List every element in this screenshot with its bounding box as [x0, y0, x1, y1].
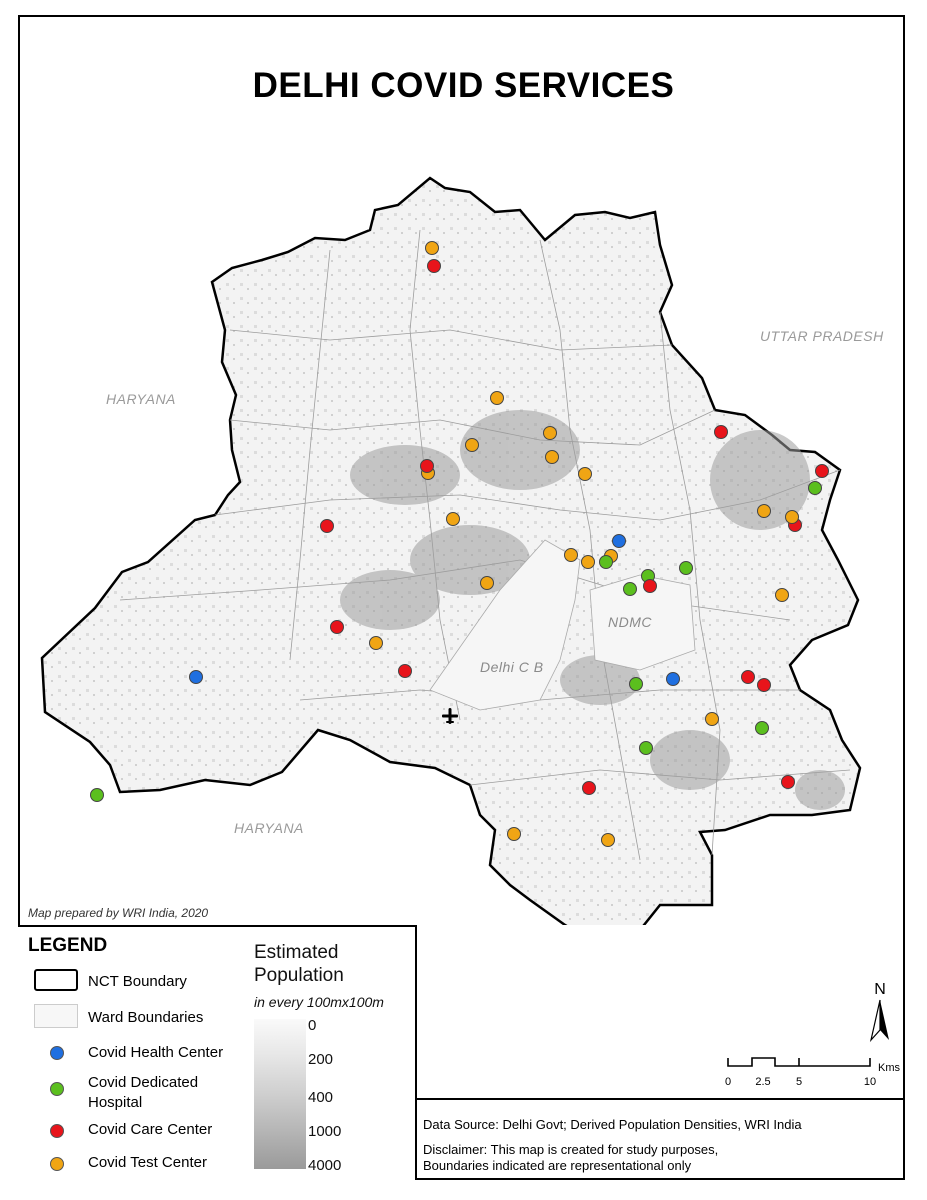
label-haryana-south: HARYANA [234, 820, 304, 836]
covid-dedicated-hospital-marker[interactable] [756, 722, 769, 735]
covid-test-center-marker[interactable] [466, 439, 479, 452]
ramp-tick-2: 400 [308, 1089, 334, 1106]
covid-test-center-marker[interactable] [546, 451, 559, 464]
data-source: Data Source: Delhi Govt; Derived Population Densities, WRI India [423, 1117, 802, 1132]
legend-panel [18, 925, 417, 1180]
covid-care-center-marker[interactable] [421, 460, 434, 473]
legend-title: LEGEND [28, 935, 108, 956]
covid-care-center-marker[interactable] [758, 679, 771, 692]
scale-tick-2: 5 [795, 1076, 803, 1088]
label-uttar-pradesh: UTTAR PRADESH [760, 328, 884, 344]
disclaimer-line1: Disclaimer: This map is created for study purposes, [423, 1142, 719, 1157]
covid-test-center-marker[interactable] [786, 511, 799, 524]
covid-dedicated-hospital-marker[interactable] [624, 583, 637, 596]
covid-dedicated-hospital-marker[interactable] [680, 562, 693, 575]
ward-boundary-swatch [34, 1004, 78, 1028]
dedicated-hospital-swatch [50, 1082, 64, 1096]
population-ramp [254, 1019, 306, 1169]
covid-care-center-marker[interactable] [782, 776, 795, 789]
label-ndmc: NDMC [608, 614, 652, 630]
label-haryana-west: HARYANA [106, 391, 176, 407]
scale-tick-0: 0 [724, 1076, 732, 1088]
population-title-line1: Estimated [254, 942, 339, 963]
ramp-tick-3: 1000 [308, 1123, 342, 1140]
covid-health-center-marker[interactable] [667, 673, 680, 686]
population-title [254, 941, 344, 987]
ramp-tick-0: 0 [308, 1017, 317, 1034]
ramp-tick-1: 200 [308, 1051, 334, 1068]
nct-boundary-label: NCT Boundary [88, 973, 187, 990]
covid-test-center-marker[interactable] [491, 392, 504, 405]
covid-dedicated-hospital-marker[interactable] [600, 556, 613, 569]
disclaimer-line2: Boundaries indicated are representational only [423, 1158, 692, 1173]
covid-health-center-marker[interactable] [190, 671, 203, 684]
covid-dedicated-hospital-marker[interactable] [630, 678, 643, 691]
covid-test-center-marker[interactable] [565, 549, 578, 562]
ramp-tick-4: 4000 [308, 1157, 342, 1174]
population-title-line2: Population [254, 965, 344, 986]
north-label: N [874, 981, 886, 998]
covid-test-center-marker[interactable] [447, 513, 460, 526]
legend-item-test-center: Covid Test Center [88, 1154, 207, 1171]
covid-test-center-marker[interactable] [758, 505, 771, 518]
covid-dedicated-hospital-marker[interactable] [640, 742, 653, 755]
covid-test-center-marker[interactable] [776, 589, 789, 602]
population-subtitle: in every 100mx100m [254, 994, 384, 1010]
covid-care-center-marker[interactable] [331, 621, 344, 634]
covid-care-center-marker[interactable] [715, 426, 728, 439]
covid-dedicated-hospital-marker[interactable] [809, 482, 822, 495]
covid-test-center-marker[interactable] [508, 828, 521, 841]
scale-unit: Kms [878, 1062, 900, 1074]
covid-test-center-marker[interactable] [602, 834, 615, 847]
covid-care-center-marker[interactable] [399, 665, 412, 678]
label-delhi-cb: Delhi C B [480, 659, 544, 675]
map-credit: Map prepared by WRI India, 2020 [28, 906, 209, 920]
covid-dedicated-hospital-marker[interactable] [91, 789, 104, 802]
covid-test-center-marker[interactable] [706, 713, 719, 726]
nct-boundary-swatch [34, 969, 78, 991]
test-center-swatch [50, 1157, 64, 1171]
health-center-swatch [50, 1046, 64, 1060]
covid-test-center-marker[interactable] [426, 242, 439, 255]
map-title: DELHI COVID SERVICES [252, 66, 675, 105]
covid-test-center-marker[interactable] [579, 468, 592, 481]
covid-care-center-marker[interactable] [644, 580, 657, 593]
north-arrow-icon [865, 978, 895, 1048]
ward-boundaries-label: Ward Boundaries [88, 1009, 204, 1026]
covid-test-center-marker[interactable] [582, 556, 595, 569]
covid-care-center-marker[interactable] [428, 260, 441, 273]
covid-test-center-marker[interactable] [544, 427, 557, 440]
covid-care-center-marker[interactable] [583, 782, 596, 795]
legend-item-care-center: Covid Care Center [88, 1121, 213, 1138]
scale-tick-3: 10 [863, 1076, 877, 1088]
info-panel [417, 1098, 905, 1182]
covid-care-center-marker[interactable] [816, 465, 829, 478]
legend-item-dedicated-hospital: Covid Dedicated Hospital [88, 1074, 199, 1111]
covid-care-center-marker[interactable] [321, 520, 334, 533]
legend-item-health-center: Covid Health Center [88, 1044, 224, 1061]
scale-bar [720, 1054, 910, 1090]
covid-test-center-marker[interactable] [370, 637, 383, 650]
covid-care-center-marker[interactable] [742, 671, 755, 684]
covid-health-center-marker[interactable] [613, 535, 626, 548]
care-center-swatch [50, 1124, 64, 1138]
covid-test-center-marker[interactable] [481, 577, 494, 590]
scale-tick-1: 2.5 [755, 1076, 771, 1088]
